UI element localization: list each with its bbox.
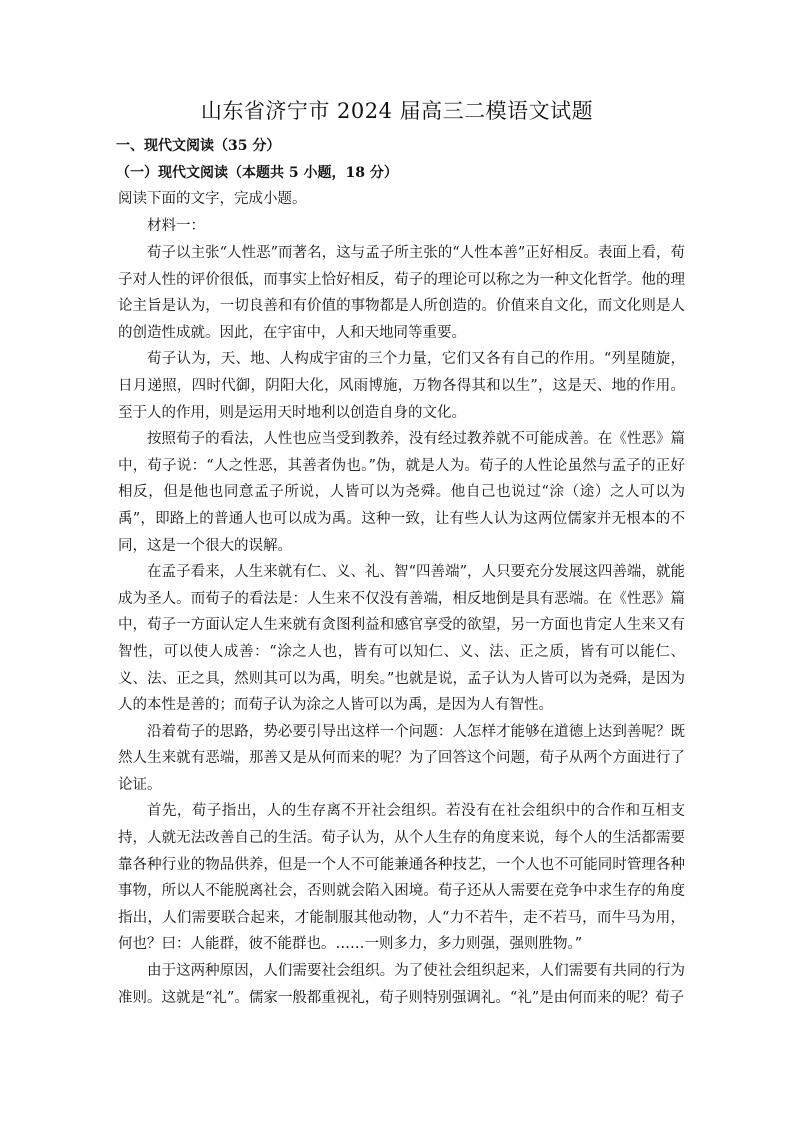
paragraph: 荀子认为，天、地、人构成宇宙的三个力量，它们又各有自己的作用。“列星随旋，日月递照，四时代御，阴阳大化，风雨博施，万物各得其和以生”，这是天、地的作用。至于人的作用，则是运用天时地利以创造自身的文化。: [118, 351, 685, 421]
subsection-heading: （一）现代文阅读（本题共 5 小题，18 分）: [116, 165, 398, 181]
paragraph: 荀子以主张“人性恶”而著名，这与孟子所主张的“人性本善”正好相反。表面上看，荀子对人性的评价很低，而事实上恰好相反，荀子的理论可以称之为一种文化哲学。他的理论主旨是认为，一切良善和有价值的事物都是人所创造的。价值来自文化，而文化则是人的创造性成就。因此，在宇宙中，人和天地同等重要。: [118, 245, 685, 341]
paragraph: 由于这两种原因，人们需要社会组织。为了使社会组织起来，人们需要有共同的行为准则。这就是“礼”。儒家一般都重视礼，荀子则特别强调礼。“礼”是由何而来的呢？荀子: [118, 963, 685, 1006]
instruction-text: 阅读下面的文字，完成小题。: [118, 191, 307, 207]
page-title: 山东省济宁市 2024 届高三二模语文试题: [200, 99, 594, 123]
material-label: 材料一：: [147, 218, 205, 234]
paragraph: 在孟子看来，人生来就有仁、义、礼、智“四善端”，人只要充分发展这四善端，就能成为圣人。而荀子的看法是：人生来不仅没有善端，相反地倒是具有恶端。在《性恶》篇中，荀子一方面认定人生来就有贪图利益和感官享受的欲望，另一方面也肯定人生来又有智性，可以使人成善：“涂之人也，皆有可以知仁、义、法、正之质，皆有可以能仁、义、法、正之具，然则其可以为禹，明矣。”也就是说，孟子认为人皆可以为尧舜，是因为人的本性是善的；而荀子认为涂之人皆可以为禹，是因为人有智性。: [118, 564, 685, 714]
article-body: [118, 240, 685, 1011]
section-heading: 一、现代文阅读（35 分）: [116, 138, 281, 154]
paragraph: 沿着荀子的思路，势必要引导出这样一个问题：人怎样才能够在道德上达到善呢？既然人生来就有恶端，那善又是从何而来的呢？为了回答这个问题，荀子从两个方面进行了论证。: [118, 723, 685, 793]
paragraph: 首先，荀子指出，人的生存离不开社会组织。若没有在社会组织中的合作和互相支持，人就无法改善自己的生活。荀子认为，从个人生存的角度来说，每个人的生活都需要靠各种行业的物品供养，但是一个人不可能兼通各种技艺，一个人也不可能同时管理各种事物，所以人不能脱离社会，否则就会陷入困境。荀子还从人需要在竞争中求生存的角度指出，人们需要联合起来，才能制服其他动物，人“力不若牛，走不若马，而牛马为用，何也？曰：人能群，彼不能群也。……一则多力，多力则强，强则胜物。”: [118, 803, 685, 953]
paragraph: 按照荀子的看法，人性也应当受到教养，没有经过教养就不可能成善。在《性恶》篇中，荀子说：“人之性恶，其善者伪也。”伪，就是人为。荀子的人性论虽然与孟子的正好相反，但是他也同意孟子所说，人皆可以为尧舜。他自己也说过“涂（途）之人可以为禹”，即路上的普通人也可以成为禹。这种一致，让有些人认为这两位儒家并无根本的不同，这是一个很大的误解。: [118, 431, 685, 554]
